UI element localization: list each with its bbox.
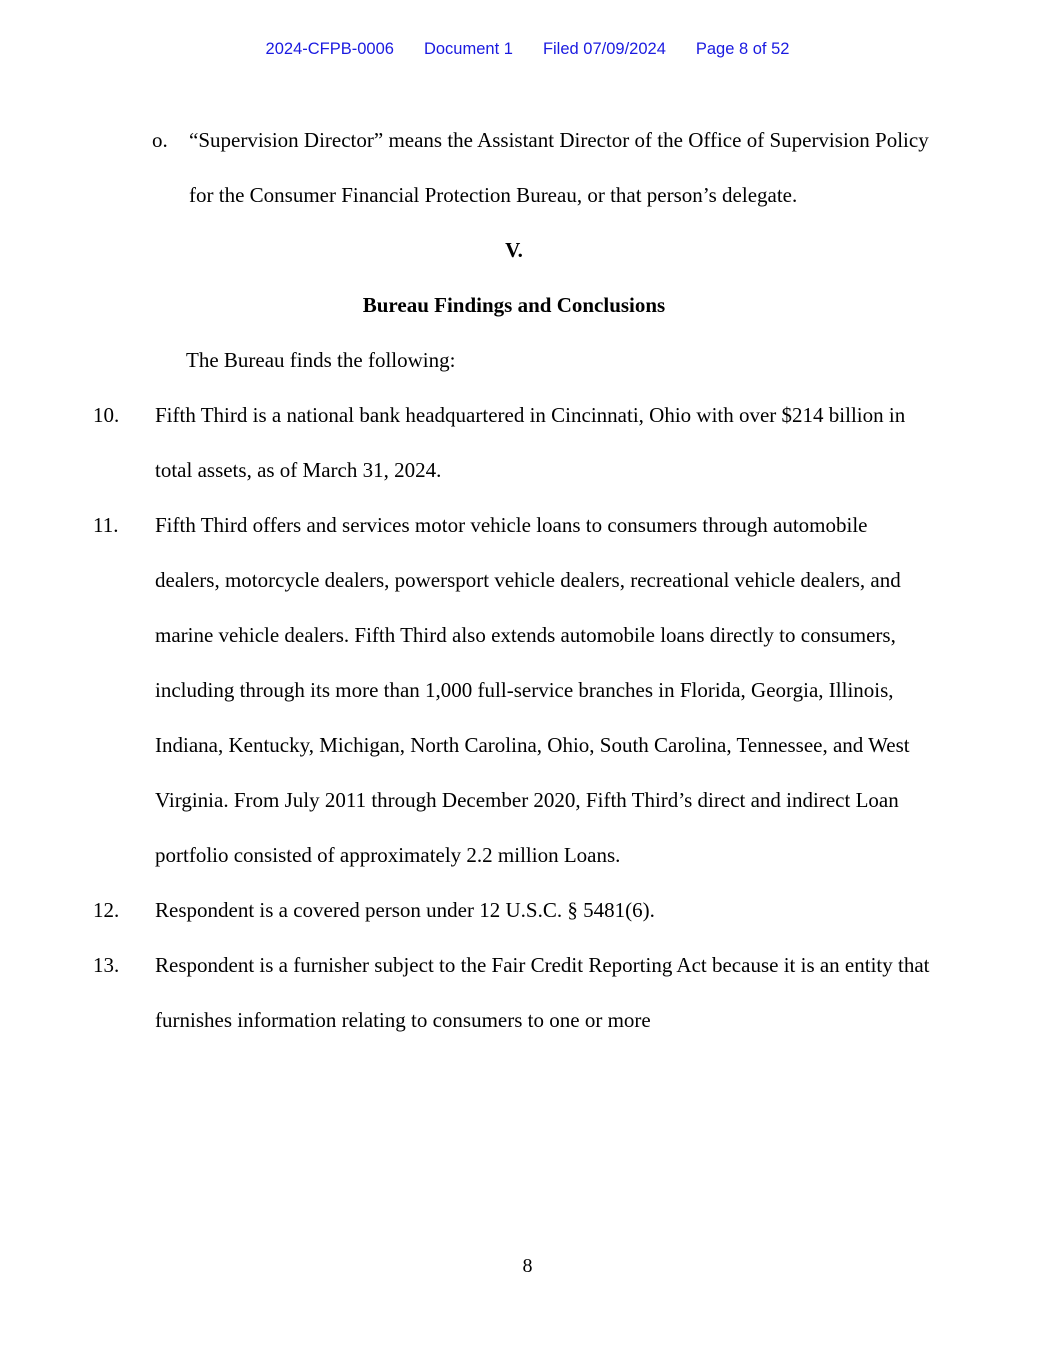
definition-item-o bbox=[93, 113, 935, 223]
document-number: Document 1 bbox=[423, 40, 513, 58]
numbered-paragraph-12 bbox=[93, 883, 935, 938]
numbered-paragraph-11 bbox=[93, 498, 935, 883]
paragraph-number: 12. bbox=[93, 898, 120, 922]
intro-line: The Bureau finds the following: bbox=[186, 348, 456, 372]
paragraph-text: Respondent is a furnisher subject to the Fair Credit Reporting Act because it is an entity that furnishes information relating to consumers to one or more bbox=[155, 953, 930, 1032]
numbered-paragraph-13 bbox=[93, 938, 935, 1048]
paragraph-number: 10. bbox=[93, 403, 120, 427]
paragraph-number: 11. bbox=[93, 513, 119, 537]
case-number: 2024-CFPB-0006 bbox=[265, 40, 394, 58]
definition-item-label: o. bbox=[152, 128, 168, 152]
numbered-paragraph-10 bbox=[93, 388, 935, 498]
paragraph-text: Respondent is a covered person under 12 U.S.C. § 5481(6). bbox=[155, 898, 655, 922]
document-body bbox=[93, 113, 935, 1048]
definition-item-text: “Supervision Director” means the Assistant Director of the Office of Supervision Policy for the Consumer Financial Protection Bureau, or that person’s delegate. bbox=[189, 128, 929, 207]
paragraph-text: Fifth Third offers and services motor vehicle loans to consumers through automobile dealers, motorcycle dealers, powersport vehicle dealers, recreational vehicle dealers, and marine vehicle dealers. Fifth Third also extends automobile loans directly to consumers, including through its more than 1,000 full-service branches in Florida, Georgia, Illinois, Indiana, Kentucky, Michigan, North Carolina, Ohio, South Carolina, Tennessee, and West Virginia. From July 2011 through December 2020, Fifth Third’s direct and indirect Loan portfolio consisted of approximately 2.2 million Loans. bbox=[155, 513, 910, 867]
paragraph-text: Fifth Third is a national bank headquartered in Cincinnati, Ohio with over $214 billion in total assets, as of March 31, 2024. bbox=[155, 403, 906, 482]
paragraph-number: 13. bbox=[93, 953, 120, 977]
page-number: 8 bbox=[522, 1255, 533, 1277]
page-indicator: Page 8 of 52 bbox=[695, 40, 790, 58]
section-title: Bureau Findings and Conclusions bbox=[362, 293, 666, 317]
court-stamp-header bbox=[0, 40, 1055, 59]
section-number: V. bbox=[505, 238, 523, 262]
filed-date: Filed 07/09/2024 bbox=[542, 40, 666, 58]
